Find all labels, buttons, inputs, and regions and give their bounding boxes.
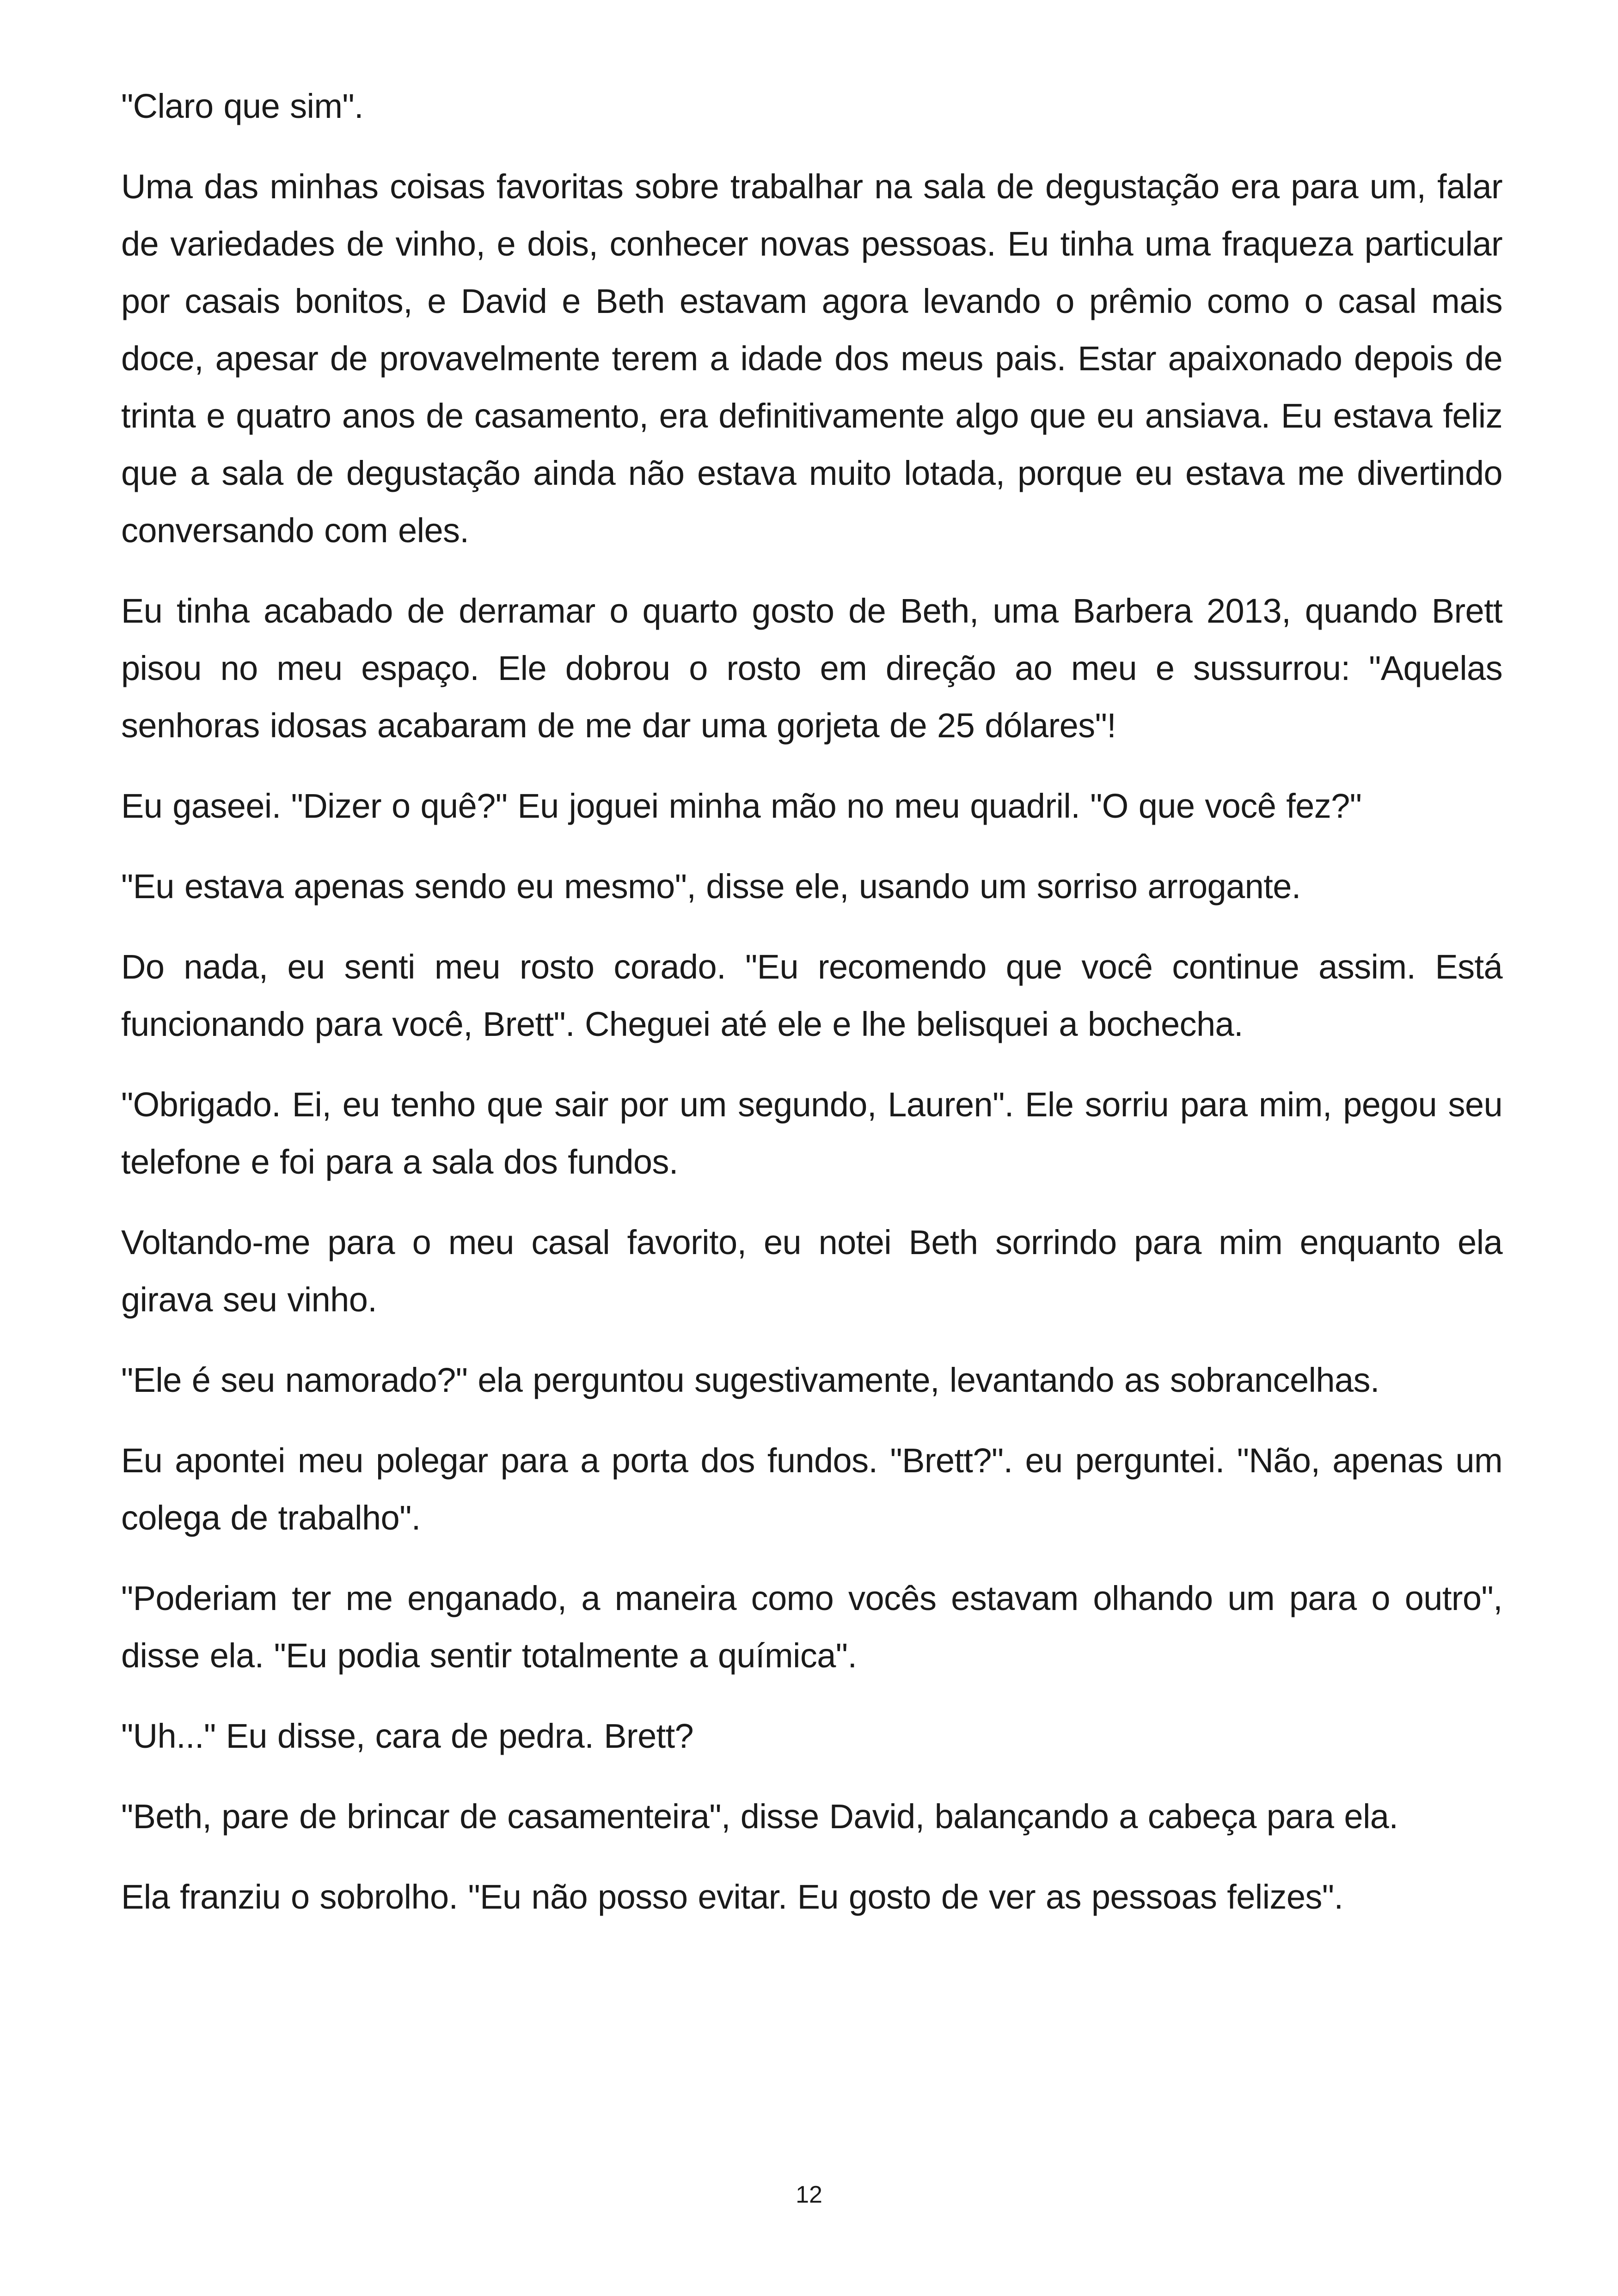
paragraph-5: "Eu estava apenas sendo eu mesmo", disse ele, usando um sorriso arrogante. <box>121 867 1301 906</box>
page-number: 12 <box>796 2181 822 2208</box>
paragraph-7: "Obrigado. Ei, eu tenho que sair por um segundo, Lauren". Ele sorriu para mim, pegou seu telefone e foi para a sala dos fundos. <box>121 1085 1502 1181</box>
body-text <box>121 78 1502 1949</box>
paragraph-1: "Claro que sim". <box>121 87 363 125</box>
paragraph-3: Eu tinha acabado de derramar o quarto gosto de Beth, uma Barbera 2013, quando Brett pisou no meu espaço. Ele dobrou o rosto em direção ao meu e sussurrou: "Aquelas senhoras idosas acabaram de me dar uma gorjeta de 25 dólares"! <box>121 592 1502 745</box>
paragraph-14: Ela franziu o sobrolho. "Eu não posso evitar. Eu gosto de ver as pessoas felizes". <box>121 1878 1343 1916</box>
paragraph-12: "Uh..." Eu disse, cara de pedra. Brett? <box>121 1717 694 1755</box>
paragraph-10: Eu apontei meu polegar para a porta dos fundos. "Brett?". eu perguntei. "Não, apenas um colega de trabalho". <box>121 1441 1502 1537</box>
paragraph-6: Do nada, eu senti meu rosto corado. "Eu recomendo que você continue assim. Está funcionando para você, Brett". Cheguei até ele e lhe belisquei a bochecha. <box>121 948 1502 1043</box>
paragraph-9: "Ele é seu namorado?" ela perguntou sugestivamente, levantando as sobrancelhas. <box>121 1361 1379 1399</box>
paragraph-13: "Beth, pare de brincar de casamenteira", disse David, balançando a cabeça para ela. <box>121 1797 1398 1836</box>
paragraph-11: "Poderiam ter me enganado, a maneira como vocês estavam olhando um para o outro", disse ela. "Eu podia sentir totalmente a química". <box>121 1579 1502 1675</box>
paragraph-2: Uma das minhas coisas favoritas sobre trabalhar na sala de degustação era para um, falar de variedades de vinho, e dois, conhecer novas pessoas. Eu tinha uma fraqueza particular por casais bonitos, e David e Beth estavam agora levando o prêmio como o casal mais doce, apesar de provavelmente terem a idade dos meus pais. Estar apaixonado depois de trinta e quatro anos de casamento, era definitivamente algo que eu ansiava. Eu estava feliz que a sala de degustação ainda não estava muito lotada, porque eu estava me divertindo conversando com eles. <box>121 167 1502 550</box>
paragraph-4: Eu gaseei. "Dizer o quê?" Eu joguei minha mão no meu quadril. "O que você fez?" <box>121 787 1362 825</box>
paragraph-8: Voltando-me para o meu casal favorito, eu notei Beth sorrindo para mim enquanto ela girava seu vinho. <box>121 1223 1502 1319</box>
